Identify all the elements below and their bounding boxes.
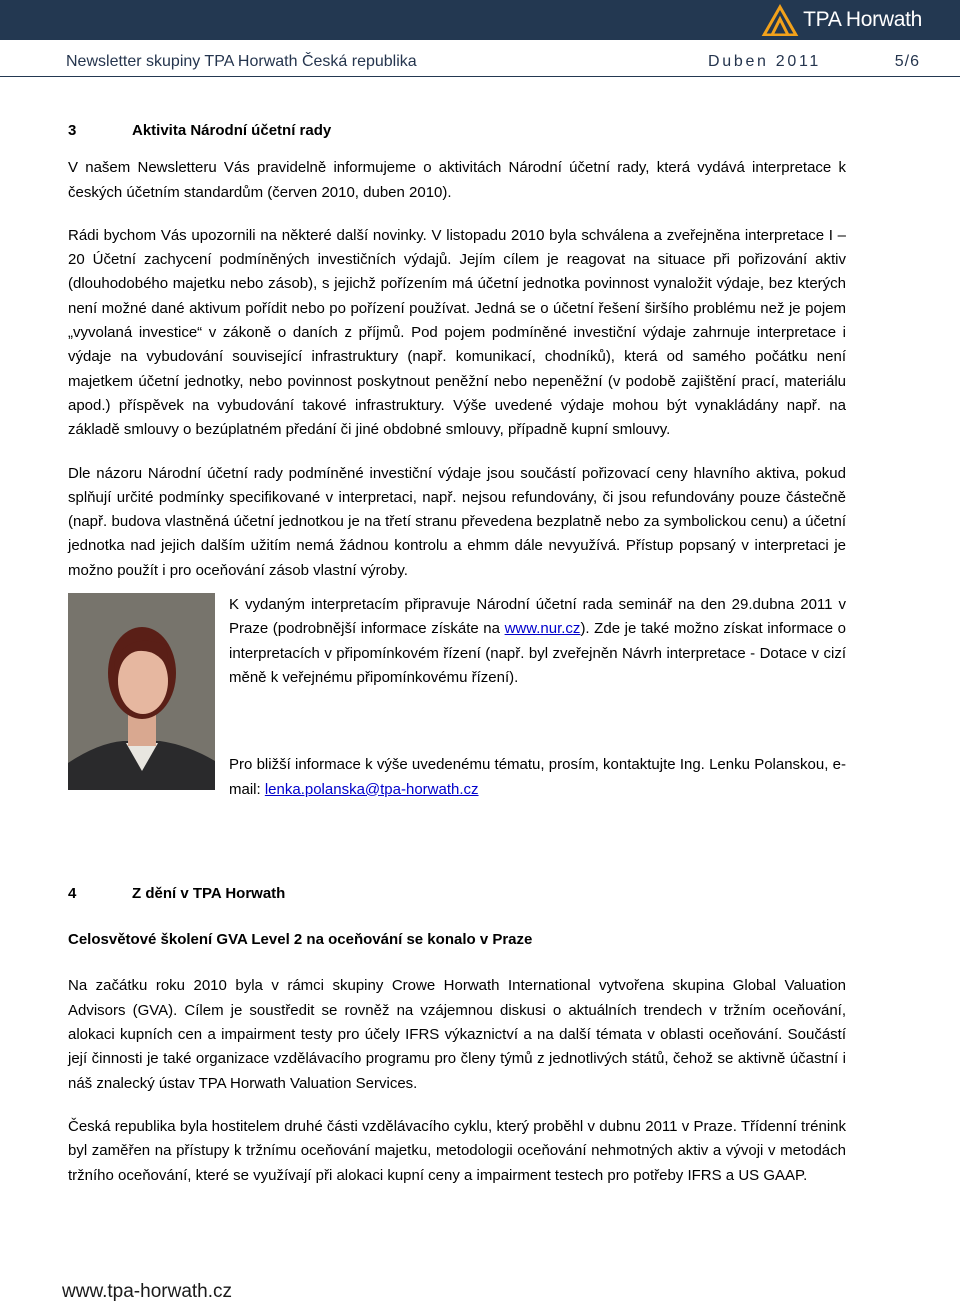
paragraph: Na začátku roku 2010 byla v rámci skupiny Crowe Horwath International vytvořena skupina Global Valuation Advisors (GVA). Cílem je soustředit se rovněž na vzájemnou diskusi o aktuálních trendech v tržním oceňování, alokaci kupních cen a impairment testy pro účely IFRS výkaznictví a na další témata v oblasti oceňování. Součástí její činnosti je také organizace vzdělávacího programu pro členy týmů z jednotlivých států, čehož se aktivně účastní i náš znalecký ústav TPA Horwath Valuation Services. [68,977,846,1092]
paragraph: Dle názoru Národní účetní rady podmíněné investiční výdaje jsou součástí pořizovací ceny hlavního aktiva, pokud splňují určité podmínky specifikované v interpretaci, např. nejsou refundovány, či jsou refundovány pouze částečně (např. budova vlastněná účetní jednotkou je na třetí stranu převedena bezplatně nebo za symbolickou cenu) a účetní jednotka nad jejich dalším užitím nemá žádnou kontrolu a ehmm dále nevyužívá. Přístup popsaný v interpretaci je možno použít i pro oceňování zásob vlastní výroby. [68,464,846,579]
section-number: 3 [68,122,77,139]
text-fragment: Pro bližší informace k výše uvedenému tématu, prosím, kontaktujte Ing. Lenku Polanskou, e-mail: [229,756,846,798]
top-banner [0,0,960,40]
tpa-horwath-logo [761,3,922,37]
section-3-heading [68,119,846,143]
page-header [66,50,920,76]
logo-text: TPA Horwath [803,8,922,31]
text-fragment: K vydaným interpretacím připravuje Národní účetní rada seminář na den 29.dubna 2011 v Praze (podrobnější informace získáte na [229,596,846,638]
header-divider [0,76,960,77]
page-number: 5/6 [894,53,920,70]
contact-portrait-photo [68,593,215,790]
issue-month: Duben 2011 [708,53,821,70]
paragraph [229,593,846,690]
section-subtitle: Celosvětové školení GVA Level 2 na oceňování se konalo v Praze [68,931,533,949]
email-link[interactable]: lenka.polanska@tpa-horwath.cz [264,780,479,798]
section-title: Z dění v TPA Horwath [132,884,286,902]
paragraph: Rádi bychom Vás upozornili na některé další novinky. V listopadu 2010 byla schválena a zveřejněna interpretace I – 20 Účetní zachycení podmíněných investičních výdajů. Jejím cílem je reagovat na situace při pořizování aktiv (dlouhodobého majetku nebo zásob), s jejichž pořízením má účetní jednotka povinnost vynaložit výdaje, bez kterých není možné dané aktivum pořídit nebo po pořízení používat. Jedná se o účetní řešení širšího problému než je pojem „vyvolaná investice“ v zákoně o daních z příjmů. Pod pojem podmíněné investiční výdaje zahrnuje interpretace i výdaje na vybudování související infrastruktury (např. komunikací, chodníků), která od samého počátku není majetkem účetní jednotky, nebo povinnost poskytnout peněžní nebo nepeněžní (v podobě zajištění prací, materiálu apod.) příspěvek na vybudování takové infrastruktury. Výše uvedené výdaje mohou být vynakládány např. na základě smlouvy o bezúplatném předání či jiné obdobné smlouvy, případně kupní smlouvy. [68,226,846,439]
section-title: Aktivita Národní účetní rady [132,122,332,139]
section-number: 4 [68,884,77,902]
article-body [68,119,846,1188]
contact-text [229,593,846,802]
logo-mark-icon [761,4,799,36]
portrait-illustration [68,593,215,790]
paragraph [229,753,846,802]
text-fragment: ). Zde je také možno získat informace o interpretacích v připomínkovém řízení (např. byl zveřejněn Návrh interpretace - Dotace v cizí měně k veřejnému připomínkovému řízení). [229,620,846,686]
newsletter-title: Newsletter skupiny TPA Horwath Česká republika [66,53,417,70]
paragraph: Česká republika byla hostitelem druhé části vzdělávacího cyklu, který proběhl v dubnu 2011 v Praze. Třídenní trénink byl zaměřen na přístupy k tržnímu oceňování majetku, metodologii oceňování nehmotných aktiv a vývoji v metodách tržního oceňování, které se využívají při alokaci kupní ceny a impairment testech pro potřeby IFRS a US GAAP. [68,1117,846,1184]
footer-website: www.tpa-horwath.cz [62,1281,233,1302]
nur-link[interactable]: www.nur.cz [504,620,581,638]
paragraph: V našem Newsletteru Vás pravidelně informujeme o aktivitách Národní účetní rady, která vydává interpretace k českých účetním standardům (červen 2010, duben 2010). [68,159,846,201]
section-4-heading [68,882,846,906]
contact-block [68,593,846,802]
